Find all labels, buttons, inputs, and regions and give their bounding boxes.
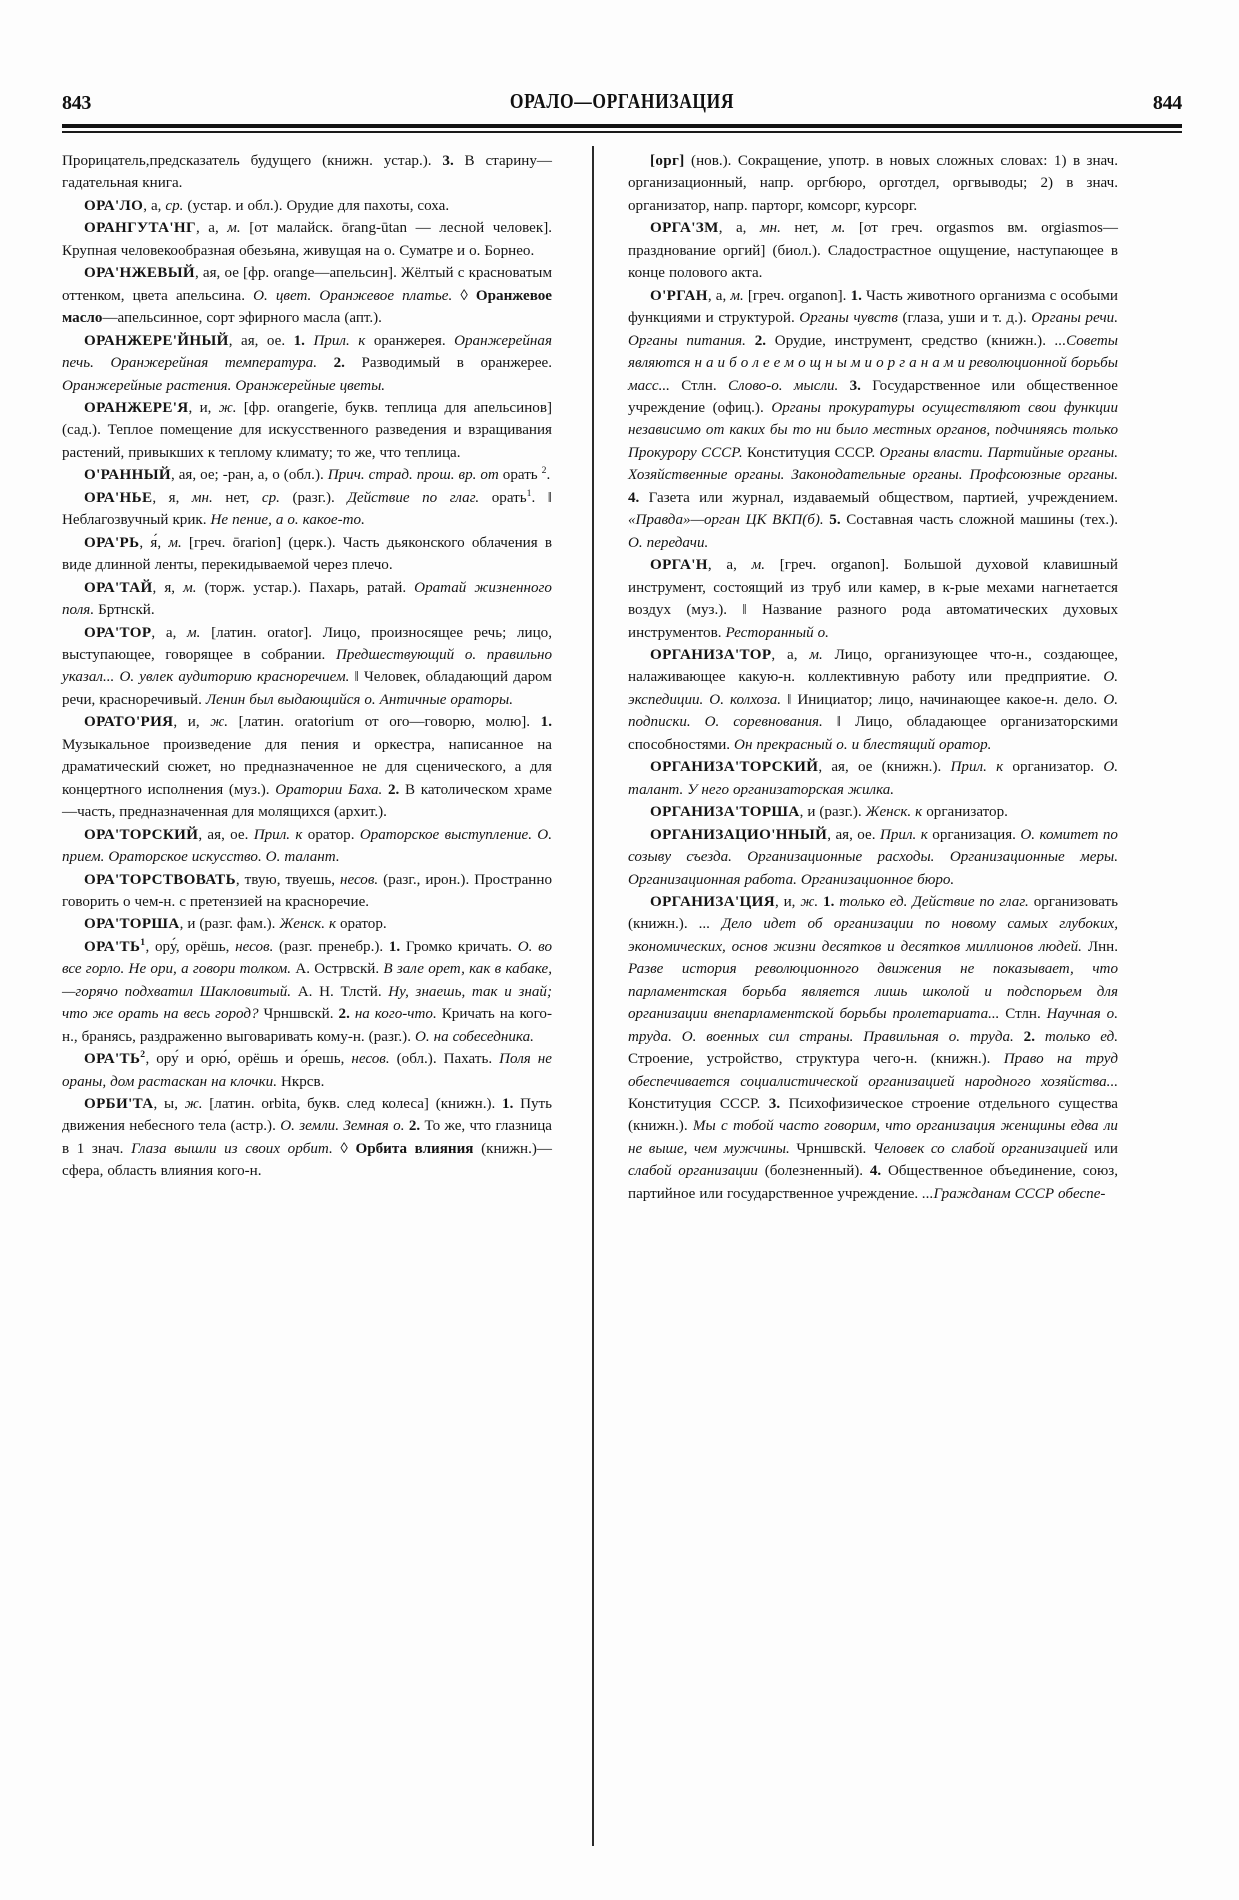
dictionary-entry xyxy=(62,217,552,262)
dictionary-entry xyxy=(628,285,1118,554)
entry-headword: ОРА'ТОРСКИЙ xyxy=(84,826,199,843)
entry-headword: $ОРА'ТЬ^2$ xyxy=(84,1049,146,1068)
entry-definition: , ая, ое. Прил. к оратор. Ораторское выступление. О. прием. Ораторское искусство. О. талант. xyxy=(62,826,552,866)
dictionary-entry xyxy=(62,262,552,329)
dictionary-entry xyxy=(628,554,1118,644)
entry-headword: $ОРА'ТЬ^1$ xyxy=(84,936,146,955)
dictionary-entry xyxy=(628,644,1118,756)
entry-definition: , а, мн. нет, м. [от греч. orgasmos вм. orgiasmos—празднование оргий] (биол.). Сладострастное ощущение, наступающее в конце полового акта. xyxy=(628,220,1118,282)
running-title: ОРАЛО—ОРГАНИЗАЦИЯ xyxy=(509,89,735,113)
left-entry-list xyxy=(62,195,552,1183)
entry-headword: ОРА'РЬ xyxy=(84,534,140,551)
entry-definition: , твую, твуешь, несов. (разг., ирон.). Пространно говорить о чем-н. с претензией на красноречие. xyxy=(62,871,552,910)
entry-headword: ОРА'ТАЙ xyxy=(84,579,153,596)
continued-entry: Прорицатель,предсказатель будущего (книжн. устар.). 3. В старину—гадательная книга. xyxy=(62,153,552,192)
dictionary-entry xyxy=(62,532,552,577)
entry-definition: , и, ж. [латин. oratorium от oro—говорю, молю]. 1. Музыкальное произведение для пения и оркестра, написанное на драматический сюжет, но предназначенное не для сценического, а для концертного исполнения (муз.). Оратории Баха. 2. В католическом храме—часть, предназначенная для молящихся (архит.). xyxy=(62,714,552,821)
entry-definition: , и (разг.). Женск. к организатор. xyxy=(799,804,1008,821)
right-column xyxy=(628,150,1118,1205)
columns-container xyxy=(62,150,1182,1205)
dictionary-entry xyxy=(62,1048,552,1093)
dictionary-entry xyxy=(628,801,1118,823)
dictionary-entry xyxy=(62,487,552,532)
entry-definition: , ая, ое [фр. orange—апельсин]. Жёлтый с красноватым оттенком, цвета апельсина. О. цвет. Оранжевое платье. ◊ Оранжевое масло—апельсинное, сорт эфирного масла (апт.). xyxy=(62,265,553,327)
entry-definition: , я, м. (торж. устар.). Пахарь, ратай. Оратай жизненного поля. Бртнскй. xyxy=(62,579,552,619)
dictionary-entry xyxy=(62,195,552,217)
entry-definition: , ору́ и орю́, орёшь и о́решь, несов. (обл.). Пахать. Поля не ораны, дом растаскан на клочки. Нкрсв. xyxy=(62,1051,552,1090)
left-column xyxy=(62,150,552,1205)
dictionary-entry xyxy=(62,913,552,935)
entry-headword: ОРА'НЬЕ xyxy=(84,489,153,506)
entry-headword: ОРА'ТОРСТВОВАТЬ xyxy=(84,871,236,888)
entry-definition: , ая, ое; -ран, а, о (обл.). Прич. страд. прош. вр. от орать $^2$. xyxy=(170,465,551,484)
entry-headword: [орг] xyxy=(650,153,685,169)
dictionary-entry xyxy=(62,936,552,1048)
entry-definition: , а, м. [от малайск. ōrang-ūtan — лесной человек]. Крупная человекообразная обезьяна, живущая на о. Суматре и о. Борнео. xyxy=(62,220,552,259)
dictionary-entry xyxy=(62,824,552,869)
header-rule-thin xyxy=(62,131,1182,133)
dictionary-entry xyxy=(62,1093,552,1183)
folio-right: 844 xyxy=(1152,92,1182,114)
entry-headword: ОРБИ'ТА xyxy=(84,1096,154,1113)
entry-definition: , ая, ое. Прил. к организация. О. комитет по созыву съезда. Организационные расходы. Организационные меры. Организационная работа. Организационное бюро. xyxy=(628,826,1118,888)
dictionary-entry xyxy=(62,622,552,712)
dictionary-entry xyxy=(628,217,1118,284)
dictionary-entry xyxy=(62,397,552,464)
header-rule-thick xyxy=(62,124,1182,128)
entry-headword: ОРА'ТОРША xyxy=(84,916,180,933)
entry-definition: , а, м. [латин. orator]. Лицо, произносящее речь; лицо, выступающее, говорящее в собрании. Предшествующий о. правильно указал... О. увлек аудиторию красноречием. ‖ Человек, обладающий даром речи, красноречивый. Ленин был выдающийся о. Античные ораторы. xyxy=(62,624,552,708)
entry-definition: , ы, ж. [латин. orbita, букв. след колеса] (книжн.). 1. Путь движения небесного тела (астр.). О. земли. Земная о. 2. То же, что глазница в 1 знач. Глаза вышли из своих орбит. ◊ Орбита влияния (книжн.)—сфера, область влияния кого-н. xyxy=(62,1096,553,1180)
entry-definition: , а, м. [греч. organon]. 1. Часть животного организма с особыми функциями и структурой. Органы чувств (глаза, уши и т. д.). Органы речи. Органы питания. 2. Орудие, инструмент, средство (книжн.). ...Советы являются н а и б о л е е м о щ н ы м и о р г а н а м и революционной борьбы масс... Стлн. Слово-о. мысли. 3. Государственное или общественное учреждение (офиц.). Органы прокуратуры осуществляют свои функции независимо от каких бы то ни было местных органов, подчиняясь только Прокурору СССР. Конституция СССР. Органы власти. Партийные органы. Хозяйственные органы. Законодательные органы. Профсоюзные органы. 4. Газета или журнал, издаваемый обществом, партией, учреждением. «Правда»—орган ЦК ВКП(б). 5. Составная часть сложной машины (тех.). О. передачи. xyxy=(628,287,1119,551)
dictionary-entry xyxy=(62,577,552,622)
entry-definition: , а, м. [греч. organon]. Большой духовой клавишный инструмент, состоящий из труб или камер, в к-рые мехами нагнетается воздух (муз.). ‖ Название разного рода автоматических духовых инструментов. Ресторанный о. xyxy=(628,557,1118,641)
entry-headword: О'РАННЫЙ xyxy=(84,467,171,484)
entry-headword: ОРАТО'РИЯ xyxy=(84,714,174,731)
dictionary-entry xyxy=(62,869,552,914)
entry-definition: , ая, ое (книжн.). Прил. к организатор. О. талант. У него организаторская жилка. xyxy=(628,759,1119,798)
dictionary-entry xyxy=(628,891,1118,1205)
entry-headword: ОРГАНИЗА'ТОРША xyxy=(650,804,800,821)
entry-definition: , я́, м. [греч. ōrarion] (церк.). Часть дьяконского облачения в виде длинной ленты, перекидываемой через плечо. xyxy=(62,534,553,574)
entry-headword: ОРАНГУТА'НГ xyxy=(84,220,196,237)
entry-definition: (нов.). Сокращение, употр. в новых сложных словах: 1) в знач. организационный, напр. оргбюро, орготдел, оргвыводы; 2) в знач. организатор, напр. парторг, комсорг, курсорг. xyxy=(628,153,1118,214)
dictionary-entry xyxy=(62,330,552,397)
entry-definition: , а, м. Лицо, организующее что-н., создающее, налаживающее какую-н. коллективную работу или предприятие. О. экспедиции. О. колхоза. ‖ Инициатор; лицо, начинающее какое-н. дело. О. подписки. О. соревнования. ‖ Лицо, обладающее организаторскими способностями. Он прекрасный о. и блестящий оратор. xyxy=(628,646,1119,753)
entry-headword: ОРГА'ЗМ xyxy=(650,220,719,237)
entry-headword: ОРА'ЛО xyxy=(84,197,144,214)
right-entry-list xyxy=(628,150,1118,1205)
running-head xyxy=(62,89,1182,122)
dictionary-entry xyxy=(62,464,552,486)
dictionary-entry xyxy=(628,150,1118,217)
entry-headword: ОРГА'Н xyxy=(650,557,708,574)
entry-headword: ОРА'ТОР xyxy=(84,624,152,641)
folio-left: 843 xyxy=(62,92,92,114)
entry-headword: ОРГАНИЗАЦИО'ННЫЙ xyxy=(650,826,828,843)
entry-headword: ОРАНЖЕРЕ'Я xyxy=(84,399,189,416)
entry-definition: , ая, ое. 1. Прил. к оранжерея. Оранжерейная печь. Оранжерейная температура. 2. Разводимый в оранжерее. Оранжерейные растения. Оранжерейные цветы. xyxy=(62,332,552,394)
dictionary-entry xyxy=(628,756,1118,801)
entry-definition: , и (разг. фам.). Женск. к оратор. xyxy=(179,916,387,933)
entry-headword: ОРГАНИЗА'ЦИЯ xyxy=(650,893,775,910)
entry-definition: , и, ж. 1. только ед. Действие по глаг. организовать (книжн.). ... Дело идет об организации по новому самых глубоких, экономических, основ жизни десятков и десятков миллионов людей. Лнн. Разве история революционного движения не показывает, что парламентская борьба является лишь школой и подспорьем для организации внепарламентской борьбы пролетариата... Стлн. Научная о. труда. О. военных сил страны. Правильная о. труда. 2. только ед. Строение, устройство, структура чего-н. (книжн.). Право на труд обеспечивается социалистической организацией народного хозяйства... Конституция СССР. 3. Психофизическое строение отдельного существа (книжн.). Мы с тобой часто говорим, что организация женщины едва ли не выше, чем мужчины. Чрншвскй. Человек со слабой организацией или слабой организации (болезненный). 4. Общественное объединение, союз, партийное или государственное учреждение. ...Гражданам СССР обеспе- xyxy=(628,893,1118,1202)
entry-definition: , и, ж. [фр. orangerie, букв. теплица для апельсинов] (сад.). Теплое помещение для искусственного разведения и взращивания растений, привыкших к теплому климату; то же, что теплица. xyxy=(62,399,552,461)
dictionary-entry xyxy=(628,824,1118,891)
entry-headword: ОРГАНИЗА'ТОР xyxy=(650,646,772,663)
entry-definition: , ору́, орёшь, несов. (разг. пренебр.). 1. Громко кричать. О. во все горло. Не ори, а говори толком. А. Острвскй. В зале орет, как в кабаке,—горячо подхватил Шакловитый. А. Н. Тлстй. Ну, знаешь, так и знай; что же орать на весь город? Чрншвскй. 2. на кого-что. Кричать на кого-н., бранясь, раздраженно выговаривать кому-н. (разг.). О. на собеседника. xyxy=(62,938,552,1045)
dictionary-entry xyxy=(62,711,552,823)
entry-definition: , я, мн. нет, ср. (разг.). Действие по глаг. орать$^1$. ‖ Неблагозвучный крик. Не пение, а о. какое-то. xyxy=(62,487,552,529)
entry-headword: ОРАНЖЕРЕ'ЙНЫЙ xyxy=(84,332,229,349)
entry-headword: О'РГАН xyxy=(650,287,708,304)
entry-headword: ОРА'НЖЕВЫЙ xyxy=(84,265,195,282)
entry-definition: , а, ср. (устар. и обл.). Орудие для пахоты, соха. xyxy=(143,197,450,214)
entry-headword: ОРГАНИЗА'ТОРСКИЙ xyxy=(650,759,819,776)
